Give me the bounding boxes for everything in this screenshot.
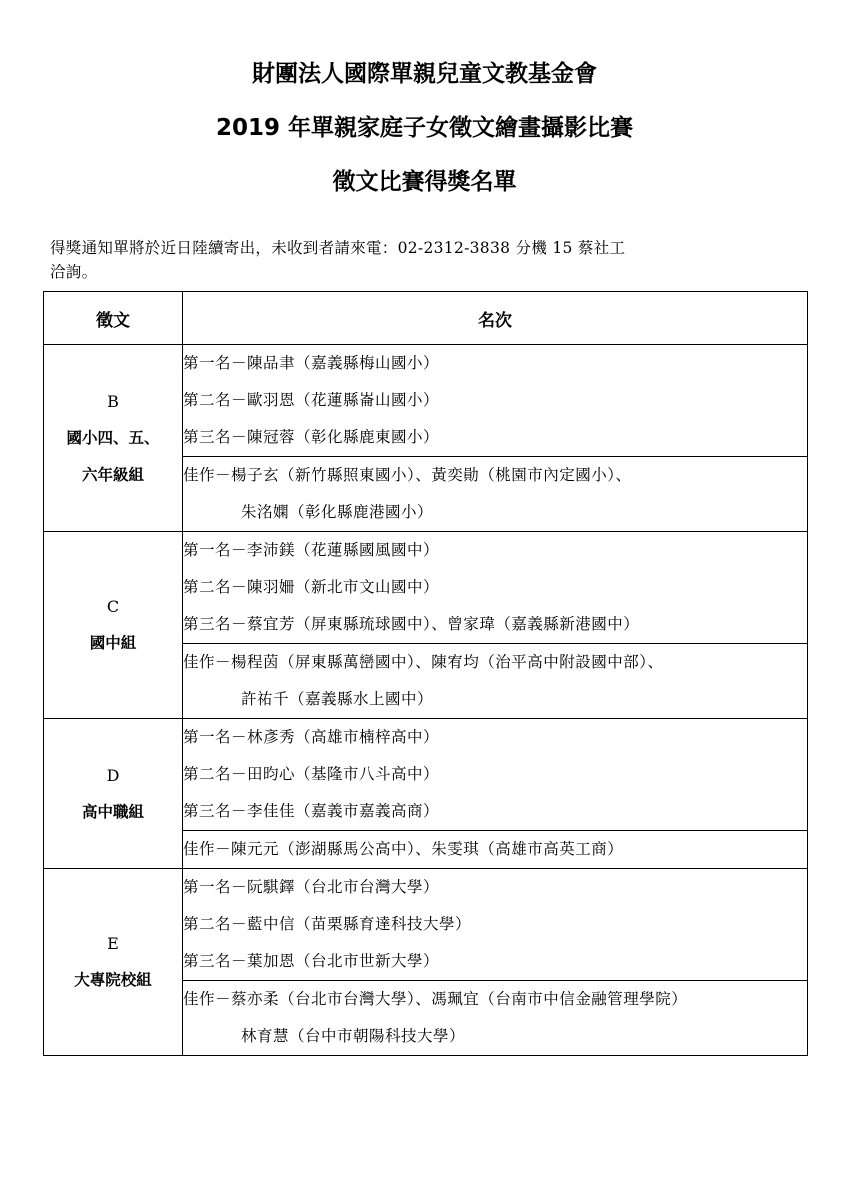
table-row: [44, 869, 808, 981]
title-competition: 2019 年單親家庭子女徵文繪畫攝影比賽: [215, 115, 634, 141]
winner-second: 第二名－藍中信（苗栗縣育達科技大學）: [183, 915, 472, 933]
group-category-b: [44, 345, 183, 532]
honorable-mention-cell: [183, 457, 808, 532]
notice-paragraph: [50, 236, 770, 284]
winner-first: 第一名－李沛鎂（花蓮縣國風國中）: [183, 541, 440, 559]
honorable-mention: 佳作－楊程茵（屏東縣萬巒國中）、陳宥均（治平高中附設國中部）、: [183, 653, 664, 671]
winners-cell: [183, 719, 808, 831]
winner-second: 第二名－陳羽姍（新北市文山國中）: [183, 578, 440, 596]
honorable-mention-cell: [183, 644, 808, 719]
title-foundation: 財團法人國際單親兒童文教基金會: [252, 61, 597, 87]
table-row: [44, 719, 808, 831]
winner-third: 第三名－陳冠蓉（彰化縣鹿東國小）: [183, 428, 440, 446]
group-category-c: [44, 532, 183, 719]
group-name: 高中職組: [81, 802, 144, 821]
honorable-mention-cont: 許祐千（嘉義縣水上國中）: [241, 690, 434, 708]
header-category: 徵文: [44, 292, 183, 345]
group-code: B: [107, 391, 119, 411]
notice-line-2: 洽詢。: [50, 263, 98, 281]
group-code: E: [107, 934, 119, 953]
header-rank: 名次: [183, 292, 808, 345]
winner-third: 第三名－蔡宜芳（屏東縣琉球國中）、曾家瑋（嘉義縣新港國中）: [183, 615, 640, 633]
group-code: C: [106, 597, 120, 616]
honorable-mention: 佳作－楊子玄（新竹縣照東國小）、黃奕勛（桃園市內定國小）、: [183, 466, 632, 484]
honorable-mention-cell: [183, 981, 808, 1056]
table-row: [44, 532, 808, 644]
honorable-mention-cont: 朱洺嫻（彰化縣鹿港國小）: [241, 503, 434, 521]
honorable-mention-cont: 林育慧（台中市朝陽科技大學）: [241, 1027, 466, 1045]
group-name: 國中組: [89, 634, 137, 652]
title-award-list: 徵文比賽得獎名單: [332, 169, 517, 195]
winner-third: 第三名－李佳佳（嘉義市嘉義高商）: [183, 802, 440, 820]
winners-cell: [183, 869, 808, 981]
table-header-row: [44, 292, 808, 345]
winner-first: 第一名－陳品聿（嘉義縣梅山國小）: [183, 354, 440, 372]
winner-second: 第二名－歐羽恩（花蓮縣崙山國小）: [183, 391, 440, 409]
group-code: D: [106, 765, 120, 785]
document-title: [0, 56, 849, 218]
honorable-mention: 佳作－陳元元（澎湖縣馬公高中）、朱雯琪（高雄市高英工商）: [183, 840, 624, 858]
group-name: 大專院校組: [74, 971, 152, 989]
group-name-cont: 六年級組: [81, 465, 144, 484]
winner-second: 第二名－田昀心（基隆市八斗高中）: [183, 765, 440, 783]
winner-first: 第一名－阮騏鐸（台北市台灣大學）: [183, 878, 440, 896]
honorable-mention: 佳作－蔡亦柔（台北市台灣大學）、馮珮宜（台南市中信金融管理學院）: [183, 990, 688, 1008]
honorable-mention-cell: [183, 831, 808, 869]
table-row: [44, 345, 808, 457]
group-name: 國小四、五、: [66, 428, 160, 447]
notice-line-1: 得獎通知單將於近日陸續寄出，未收到者請來電：02-2312-3838 分機 15 蔡社工: [50, 239, 626, 257]
winners-cell: [183, 345, 808, 457]
group-category-d: [44, 719, 183, 869]
group-category-e: [44, 869, 183, 1056]
awards-table: [43, 291, 808, 1056]
winners-cell: [183, 532, 808, 644]
winner-third: 第三名－葉加恩（台北市世新大學）: [183, 952, 440, 970]
winner-first: 第一名－林彥秀（高雄市楠梓高中）: [183, 728, 440, 746]
